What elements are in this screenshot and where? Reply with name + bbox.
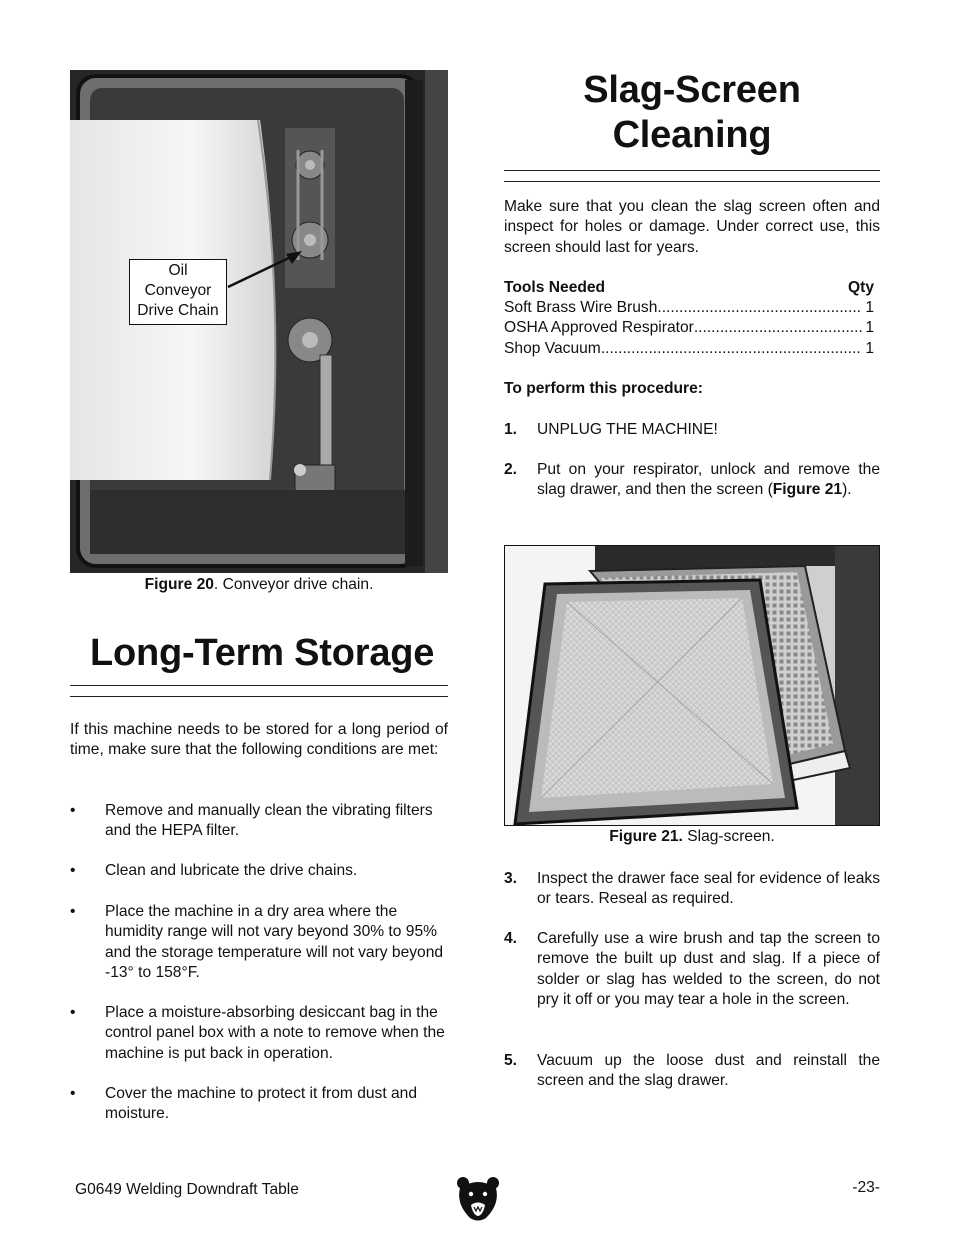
storage-bullet-2: Clean and lubricate the drive chains. <box>105 862 358 879</box>
dot-leader <box>601 339 863 359</box>
storage-bullet-1: Remove and manually clean the vibrating filters and the HEPA filter. <box>105 802 433 840</box>
callout-line-3: Drive Chain <box>137 302 219 319</box>
callout-line-1: Oil <box>168 262 188 279</box>
storage-bullet-5: Cover the machine to protect it from dust and moisture. <box>105 1085 418 1123</box>
tool-qty: 1 <box>865 299 874 316</box>
slag-rule-bottom <box>504 181 880 182</box>
tool-name: OSHA Approved Respirator <box>504 319 694 336</box>
tool-row <box>504 318 874 338</box>
step-number: 4. <box>504 930 518 947</box>
slag-screen-title <box>504 68 880 158</box>
figure-21-photo <box>504 545 880 826</box>
tool-name: Soft Brass Wire Brush <box>504 299 658 316</box>
footer-model-title: G0649 Welding Downdraft Table <box>75 1181 299 1198</box>
step-number: 5. <box>504 1052 518 1069</box>
step-number: 1. <box>504 421 518 438</box>
slag-screen-photo-illustration <box>505 546 880 826</box>
tools-needed-heading: Tools Needed <box>504 279 606 296</box>
figure-21-caption <box>504 827 880 847</box>
step-2-text-end: ). <box>842 481 852 499</box>
figure-20-photo <box>70 70 448 573</box>
figure-20-label: Figure 20 <box>144 576 214 593</box>
step-2-text <box>537 460 880 501</box>
figure-21-label: Figure 21. <box>609 828 683 845</box>
figure-20-description: . Conveyor drive chain. <box>213 576 374 593</box>
tool-qty: 1 <box>865 340 874 357</box>
bullet-symbol: • <box>70 1004 76 1021</box>
storage-bullet-4: Place a moisture-absorbing desiccant bag in the control panel box with a note to remove when the machine is put back in operation. <box>105 1004 445 1062</box>
step-4-text: Carefully use a wire brush and tap the screen to remove the built up dust and slag. If a piece of solder or slag has welded to the screen, do not pry it off or you may tear a hole in the screen. <box>537 930 880 1008</box>
step-3-text: Inspect the drawer face seal for evidence of leaks or tears. Reseal as required. <box>537 870 880 908</box>
slag-rule-top <box>504 170 880 171</box>
slag-screen-title-line-2: Cleaning <box>612 114 772 156</box>
tools-header-row <box>504 278 874 298</box>
page-number: -23- <box>852 1179 880 1196</box>
step-5-text: Vacuum up the loose dust and reinstall the screen and the slag drawer. <box>537 1052 880 1090</box>
tool-name: Shop Vacuum <box>504 340 601 357</box>
bullet-symbol: • <box>70 903 76 920</box>
tool-row <box>504 339 874 359</box>
step-number: 3. <box>504 870 518 887</box>
step-2-figure-ref: Figure 21 <box>772 481 843 499</box>
step-number: 2. <box>504 461 518 478</box>
figure-20-caption <box>70 575 448 595</box>
figure-21-description: Slag-screen. <box>682 828 775 845</box>
section-rule-top <box>70 685 448 686</box>
qty-heading: Qty <box>848 279 874 296</box>
long-term-storage-title: Long-Term Storage <box>90 632 435 674</box>
callout-line-2: Conveyor <box>144 282 212 299</box>
section-rule-bottom <box>70 696 448 697</box>
storage-intro: If this machine needs to be stored for a long period of time, make sure that the following conditions are met: <box>70 721 448 759</box>
procedure-heading: To perform this procedure: <box>504 380 703 397</box>
bear-head-logo-icon <box>456 1174 500 1222</box>
bullet-symbol: • <box>70 802 76 819</box>
figure-20-callout <box>129 259 227 325</box>
tool-row <box>504 298 874 318</box>
bullet-symbol: • <box>70 1085 76 1102</box>
step-2-text-start: Put on your respirator, unlock and remove the slag drawer, and then the screen ( <box>537 461 880 499</box>
slag-intro: Make sure that you clean the slag screen often and inspect for holes or damage. Under correct use, this screen should last for years. <box>504 198 880 256</box>
slag-screen-title-line-1: Slag-Screen <box>583 69 801 111</box>
tool-qty: 1 <box>865 319 874 336</box>
dot-leader <box>694 318 862 338</box>
step-1-text: UNPLUG THE MACHINE! <box>537 421 718 438</box>
storage-bullet-3: Place the machine in a dry area where the humidity range will not vary beyond 30% to 95% and the storage temperature will not vary beyond -13° to 158°F. <box>105 903 444 981</box>
callout-arrow-icon <box>70 70 448 573</box>
dot-leader <box>657 298 862 318</box>
bullet-symbol: • <box>70 862 76 879</box>
